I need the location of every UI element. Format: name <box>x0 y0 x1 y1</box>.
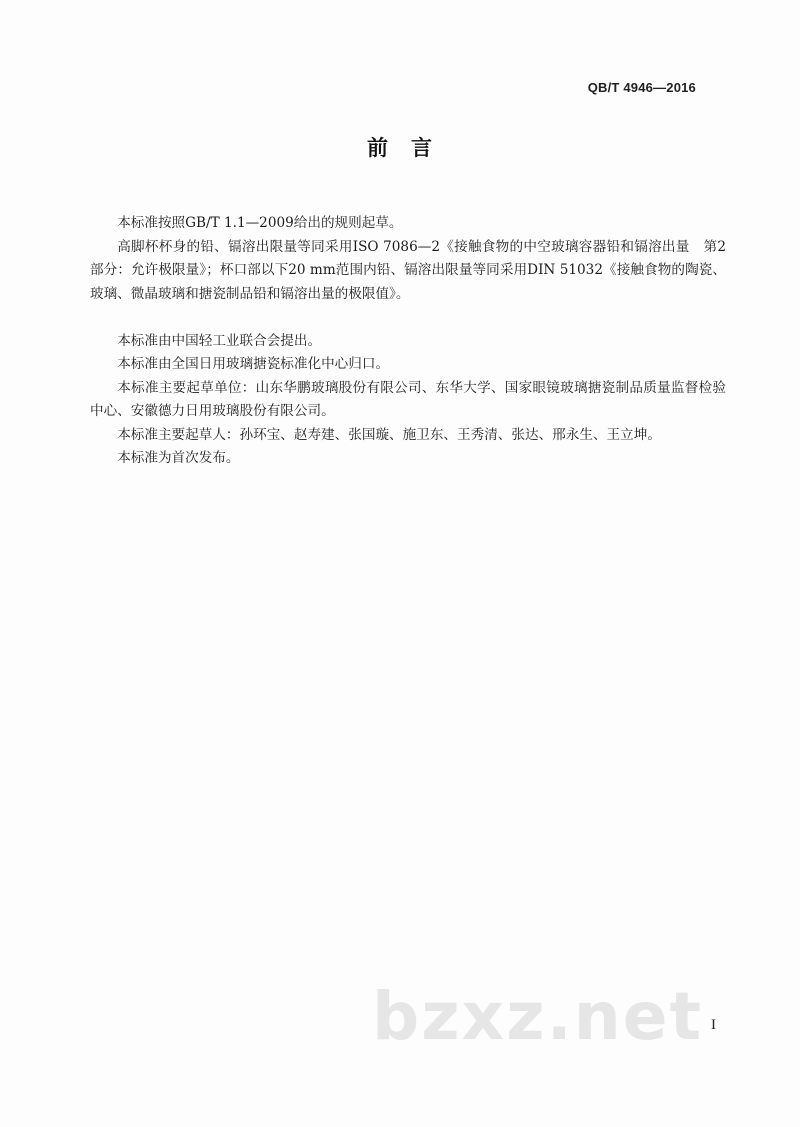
paragraph-drafters: 本标准主要起草人：孙环宝、赵寿建、张国璇、施卫东、王秀清、张达、邢永生、王立坤。 <box>117 426 661 443</box>
paragraph-drafting-rules: 本标准按照GB/T 1.1—2009给出的规则起草。 <box>117 215 403 231</box>
paragraph-first-release: 本标准为首次发布。 <box>117 450 240 466</box>
foreword-body <box>90 212 726 471</box>
paragraph-responsible-center: 本标准由全国日用玻璃搪瓷标准化中心归口。 <box>117 356 390 372</box>
page-title: 前 言 <box>367 136 433 160</box>
paragraph-adopted-standards: 高脚杯杯身的铅、镉溶出限量等同采用ISO 7086—2《接触食物的中空玻璃容器铅和镉溶出量 第2部分：允许极限量》；杯口部以下20 mm范围内铅、镉溶出限量等同采用DIN 51032《接触食物的陶瓷、玻璃、微晶玻璃和搪瓷制品铅和镉溶出量的极限值》。 <box>90 238 726 302</box>
standard-code: QB/T 4946—2016 <box>587 80 696 95</box>
paragraph-proposer: 本标准由中国轻工业联合会提出。 <box>117 332 322 349</box>
page-number: I <box>711 1017 716 1033</box>
paragraph-drafting-units: 本标准主要起草单位：山东华鹏玻璃股份有限公司、东华大学、国家眼镜玻璃搪瓷制品质量监督检验中心、安徽德力日用玻璃股份有限公司。 <box>90 379 726 419</box>
watermark-logo: bzxz.net <box>372 978 704 1055</box>
